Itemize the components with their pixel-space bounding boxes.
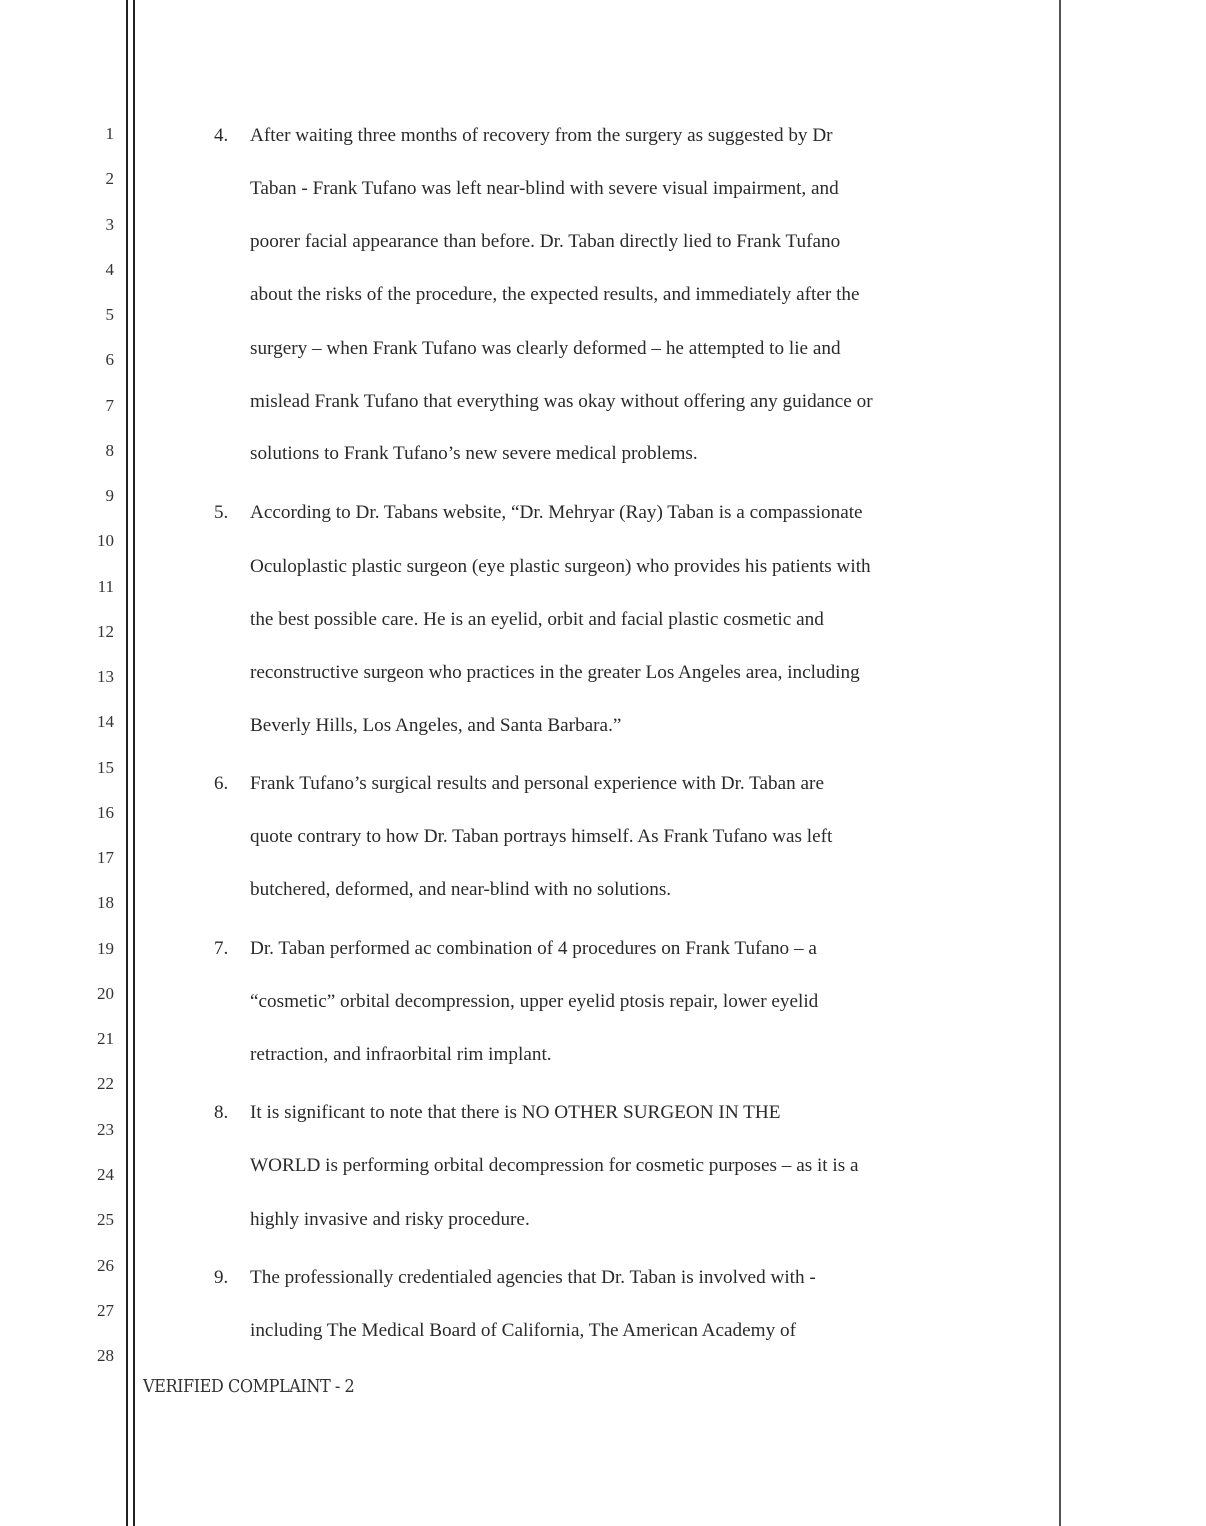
paragraph-line: including The Medical Board of California, The American Academy of — [250, 1320, 796, 1341]
paragraph-line: highly invasive and risky procedure. — [250, 1209, 530, 1230]
line-number: 3 — [105, 214, 114, 234]
paragraph-number: 8. — [214, 1102, 229, 1123]
line-number: 5 — [105, 305, 114, 325]
line-number: 7 — [105, 395, 114, 415]
line-number: 21 — [97, 1029, 114, 1049]
line-number: 4 — [105, 259, 114, 279]
line-number: 11 — [97, 576, 114, 596]
line-number: 13 — [97, 667, 114, 687]
line-number: 14 — [97, 712, 114, 732]
paragraph-number: 5. — [214, 502, 229, 523]
line-number: 17 — [97, 848, 114, 868]
paragraph-line: WORLD is performing orbital decompression for cosmetic purposes – as it is a — [250, 1155, 859, 1176]
paragraph-number: 9. — [214, 1267, 229, 1288]
line-number: 22 — [97, 1074, 114, 1094]
paragraph-line: It is significant to note that there is NO OTHER SURGEON IN THE — [250, 1102, 781, 1123]
paragraph-number: 6. — [214, 773, 229, 794]
left-margin-rule-outer — [126, 0, 128, 1526]
line-number: 1 — [105, 124, 114, 143]
line-number: 16 — [97, 802, 114, 822]
paragraph-line: butchered, deformed, and near-blind with no solutions. — [250, 879, 672, 900]
line-number: 23 — [97, 1119, 114, 1139]
paragraph-line: Beverly Hills, Los Angeles, and Santa Barbara.” — [250, 715, 622, 736]
line-number: 12 — [97, 621, 114, 641]
paragraph-line: Oculoplastic plastic surgeon (eye plastic surgeon) who provides his patients with — [250, 556, 871, 577]
paragraph-line: retraction, and infraorbital rim implant. — [250, 1044, 552, 1065]
line-number: 25 — [97, 1210, 114, 1230]
line-number: 20 — [97, 983, 114, 1003]
line-number: 10 — [97, 531, 114, 551]
paragraph-line: surgery – when Frank Tufano was clearly deformed – he attempted to lie and — [250, 338, 841, 359]
paragraph-line: Dr. Taban performed ac combination of 4 procedures on Frank Tufano – a — [250, 938, 817, 959]
line-number: 15 — [97, 757, 114, 777]
left-margin-rule-inner — [133, 0, 135, 1526]
paragraph-line: poorer facial appearance than before. Dr. Taban directly lied to Frank Tufano — [250, 231, 841, 252]
paragraph-line: about the risks of the procedure, the expected results, and immediately after the — [250, 284, 860, 305]
paragraph-line: the best possible care. He is an eyelid, orbit and facial plastic cosmetic and — [250, 609, 824, 630]
paragraph-number: 4. — [214, 125, 229, 146]
paragraph-line: quote contrary to how Dr. Taban portrays himself. As Frank Tufano was left — [250, 826, 833, 847]
paragraph-line: mislead Frank Tufano that everything was okay without offering any guidance or — [250, 391, 873, 412]
line-number: 18 — [97, 893, 114, 913]
paragraph-line: After waiting three months of recovery from the surgery as suggested by Dr — [250, 125, 833, 146]
paragraph-line: Taban - Frank Tufano was left near-blind with severe visual impairment, and — [250, 178, 839, 199]
right-margin-rule — [1059, 0, 1061, 1526]
paragraph-number: 7. — [214, 938, 229, 959]
paragraph-line: solutions to Frank Tufano’s new severe medical problems. — [250, 443, 698, 464]
line-number: 8 — [105, 440, 114, 460]
page-footer: VERIFIED COMPLAINT - 2 — [143, 1377, 355, 1397]
paragraph-line: “cosmetic” orbital decompression, upper eyelid ptosis repair, lower eyelid — [250, 991, 819, 1012]
line-number: 28 — [97, 1346, 114, 1366]
line-number: 19 — [97, 938, 114, 958]
paragraph-line: reconstructive surgeon who practices in the greater Los Angeles area, including — [250, 662, 860, 683]
line-number: 9 — [105, 486, 114, 506]
line-number: 24 — [97, 1164, 114, 1184]
paragraph-line: According to Dr. Tabans website, “Dr. Mehryar (Ray) Taban is a compassionate — [250, 502, 863, 523]
paragraph-line: Frank Tufano’s surgical results and personal experience with Dr. Taban are — [250, 773, 824, 794]
line-number: 26 — [97, 1255, 114, 1275]
line-number: 6 — [105, 350, 114, 370]
line-number: 27 — [97, 1300, 114, 1320]
paragraph-line: The professionally credentialed agencies that Dr. Taban is involved with - — [250, 1267, 816, 1288]
line-number: 2 — [105, 169, 114, 189]
